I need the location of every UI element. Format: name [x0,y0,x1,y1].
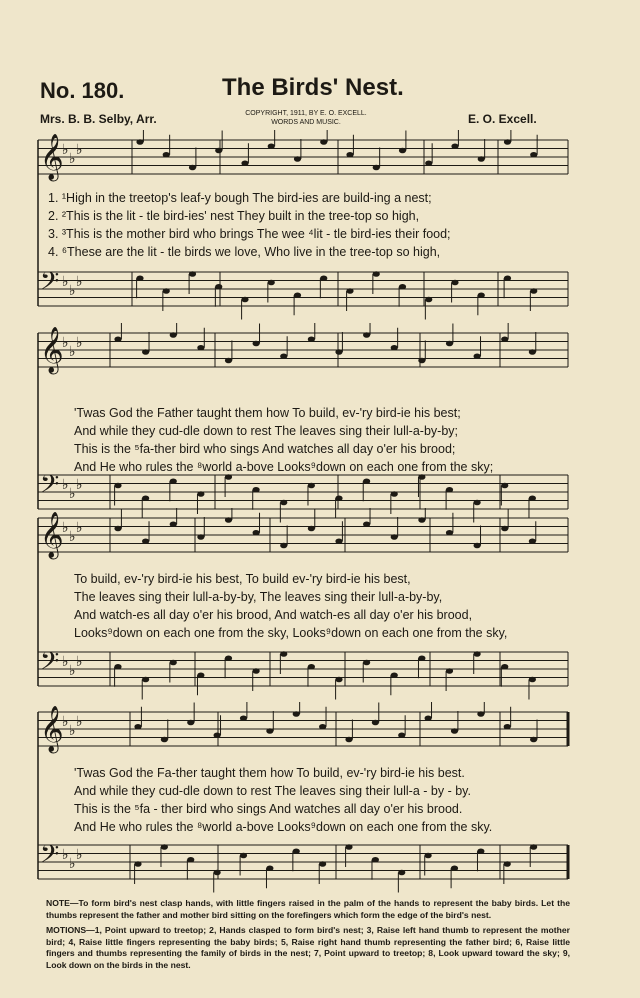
hymn-number: No. 180. [40,78,125,103]
lyric-verse-line: And He who rules the ⁸world a-bove Looks⁹down on each one from the sky. [74,820,493,834]
svg-text:𝄢: 𝄢 [40,470,60,505]
lyric-verse-line: Looks⁹down on each one from the sky, Looks⁹down on each one from the sky, [74,626,508,640]
svg-text:♭: ♭ [62,274,69,290]
lyric-verse-line: 4. ⁶These are the lit - tle birds we love, Who live in the tree-top so high, [48,245,441,259]
svg-text:♭: ♭ [76,142,83,158]
lyric-verse-line: This is the ⁵fa-ther bird who sings And watches all day o'er his brood; [74,442,456,456]
svg-text:𝄞: 𝄞 [40,706,64,752]
copyright-notice [222,109,390,127]
svg-text:♭: ♭ [62,335,69,351]
svg-text:♭: ♭ [76,520,83,536]
svg-text:♭: ♭ [69,283,76,299]
lyric-verse-line: The leaves sing their lull-a-by-by, The leaves sing their lull-a-by-by, [74,590,443,604]
hymn-title: The Birds' Nest. [222,74,404,101]
svg-text:♭: ♭ [76,847,83,863]
composer-credit: E. O. Excell. [468,112,537,126]
svg-text:♭: ♭ [69,529,76,545]
lyric-verse-line: 2. ²This is the lit - tle bird-ies' nest They built in the tree-top so high, [48,209,420,223]
svg-text:♭: ♭ [62,477,69,493]
lyric-verse-line: And watch-es all day o'er his brood, And watch-es all day o'er his brood, [74,608,473,622]
svg-text:♭: ♭ [62,847,69,863]
svg-text:♭: ♭ [69,344,76,360]
svg-text:♭: ♭ [62,714,69,730]
performance-notes [46,898,570,975]
svg-text:♭: ♭ [62,520,69,536]
svg-text:♭: ♭ [69,663,76,679]
note-paragraph: NOTE—To form bird's nest clasp hands, with little fingers raised in the palm of the hands to represent the baby birds. Let the thumbs represent the father and mother bird sitting on the forefingers which form the edge of the bird's nest. [46,898,570,920]
hymn-header [0,0,640,130]
svg-text:𝄞: 𝄞 [40,327,64,373]
svg-text:♭: ♭ [76,274,83,290]
lyric-verse-line: 'Twas God the Father taught them how To build, ev-'ry bird-ie his best; [74,406,461,420]
svg-text:♭: ♭ [76,335,83,351]
system-connector [0,712,640,890]
svg-text:𝄢: 𝄢 [40,647,60,682]
svg-text:𝄢: 𝄢 [40,840,60,875]
lyric-verse-line: This is the ⁵fa - ther bird who sings And watches all day o'er his brood. [74,802,463,816]
lyric-verse-line: 3. ³This is the mother bird who brings The wee ⁴lit - tle bird-ies their food; [48,227,451,241]
svg-text:♭: ♭ [62,142,69,158]
motions-paragraph: MOTIONS—1, Point upward to treetop; 2, Hands clasped to form bird's nest; 3, Raise left hand thumb to represent the mother bird; 4, Raise little fingers representing the baby birds; 5, Raise right hand thumb representing the father bird; 6, Raise little fingers and thumbs representing the family of birds in the nest; 7, Point upward to treetop; 8, Look upward toward the sky; 9, Look down on the birds in the nest. [46,925,570,970]
arranger-credit: Mrs. B. B. Selby, Arr. [40,112,157,126]
svg-text:♭: ♭ [62,654,69,670]
svg-text:♭: ♭ [69,856,76,872]
copyright-line: COPYRIGHT, 1911, BY E. O. EXCELL. [245,110,367,117]
copyright-subline: WORDS AND MUSIC. [271,119,341,126]
svg-text:♭: ♭ [69,151,76,167]
lyric-verse-line: And He who rules the ⁸world a-bove Looks⁹down on each one from the sky; [74,460,494,474]
lyric-verse-line: And while they cud-dle down to rest The leaves sing their lull-a - by - by. [74,784,471,798]
svg-text:𝄞: 𝄞 [40,512,64,558]
svg-text:𝄢: 𝄢 [40,267,60,302]
svg-text:𝄞: 𝄞 [40,134,64,180]
svg-text:♭: ♭ [69,723,76,739]
svg-text:♭: ♭ [76,477,83,493]
lyric-verse-line: 'Twas God the Fa-ther taught them how To build, ev-'ry bird-ie his best. [74,766,465,780]
svg-text:♭: ♭ [76,654,83,670]
lyric-verse-line: 1. ¹High in the treetop's leaf-y bough The bird-ies are build-ing a nest; [48,191,432,205]
lyric-verse-line: And while they cud-dle down to rest The leaves sing their lull-a-by-by; [74,424,458,438]
svg-text:♭: ♭ [76,714,83,730]
svg-text:♭: ♭ [69,486,76,502]
lyric-verse-line: To build, ev-'ry bird-ie his best, To build ev-'ry bird-ie his best, [74,572,411,586]
